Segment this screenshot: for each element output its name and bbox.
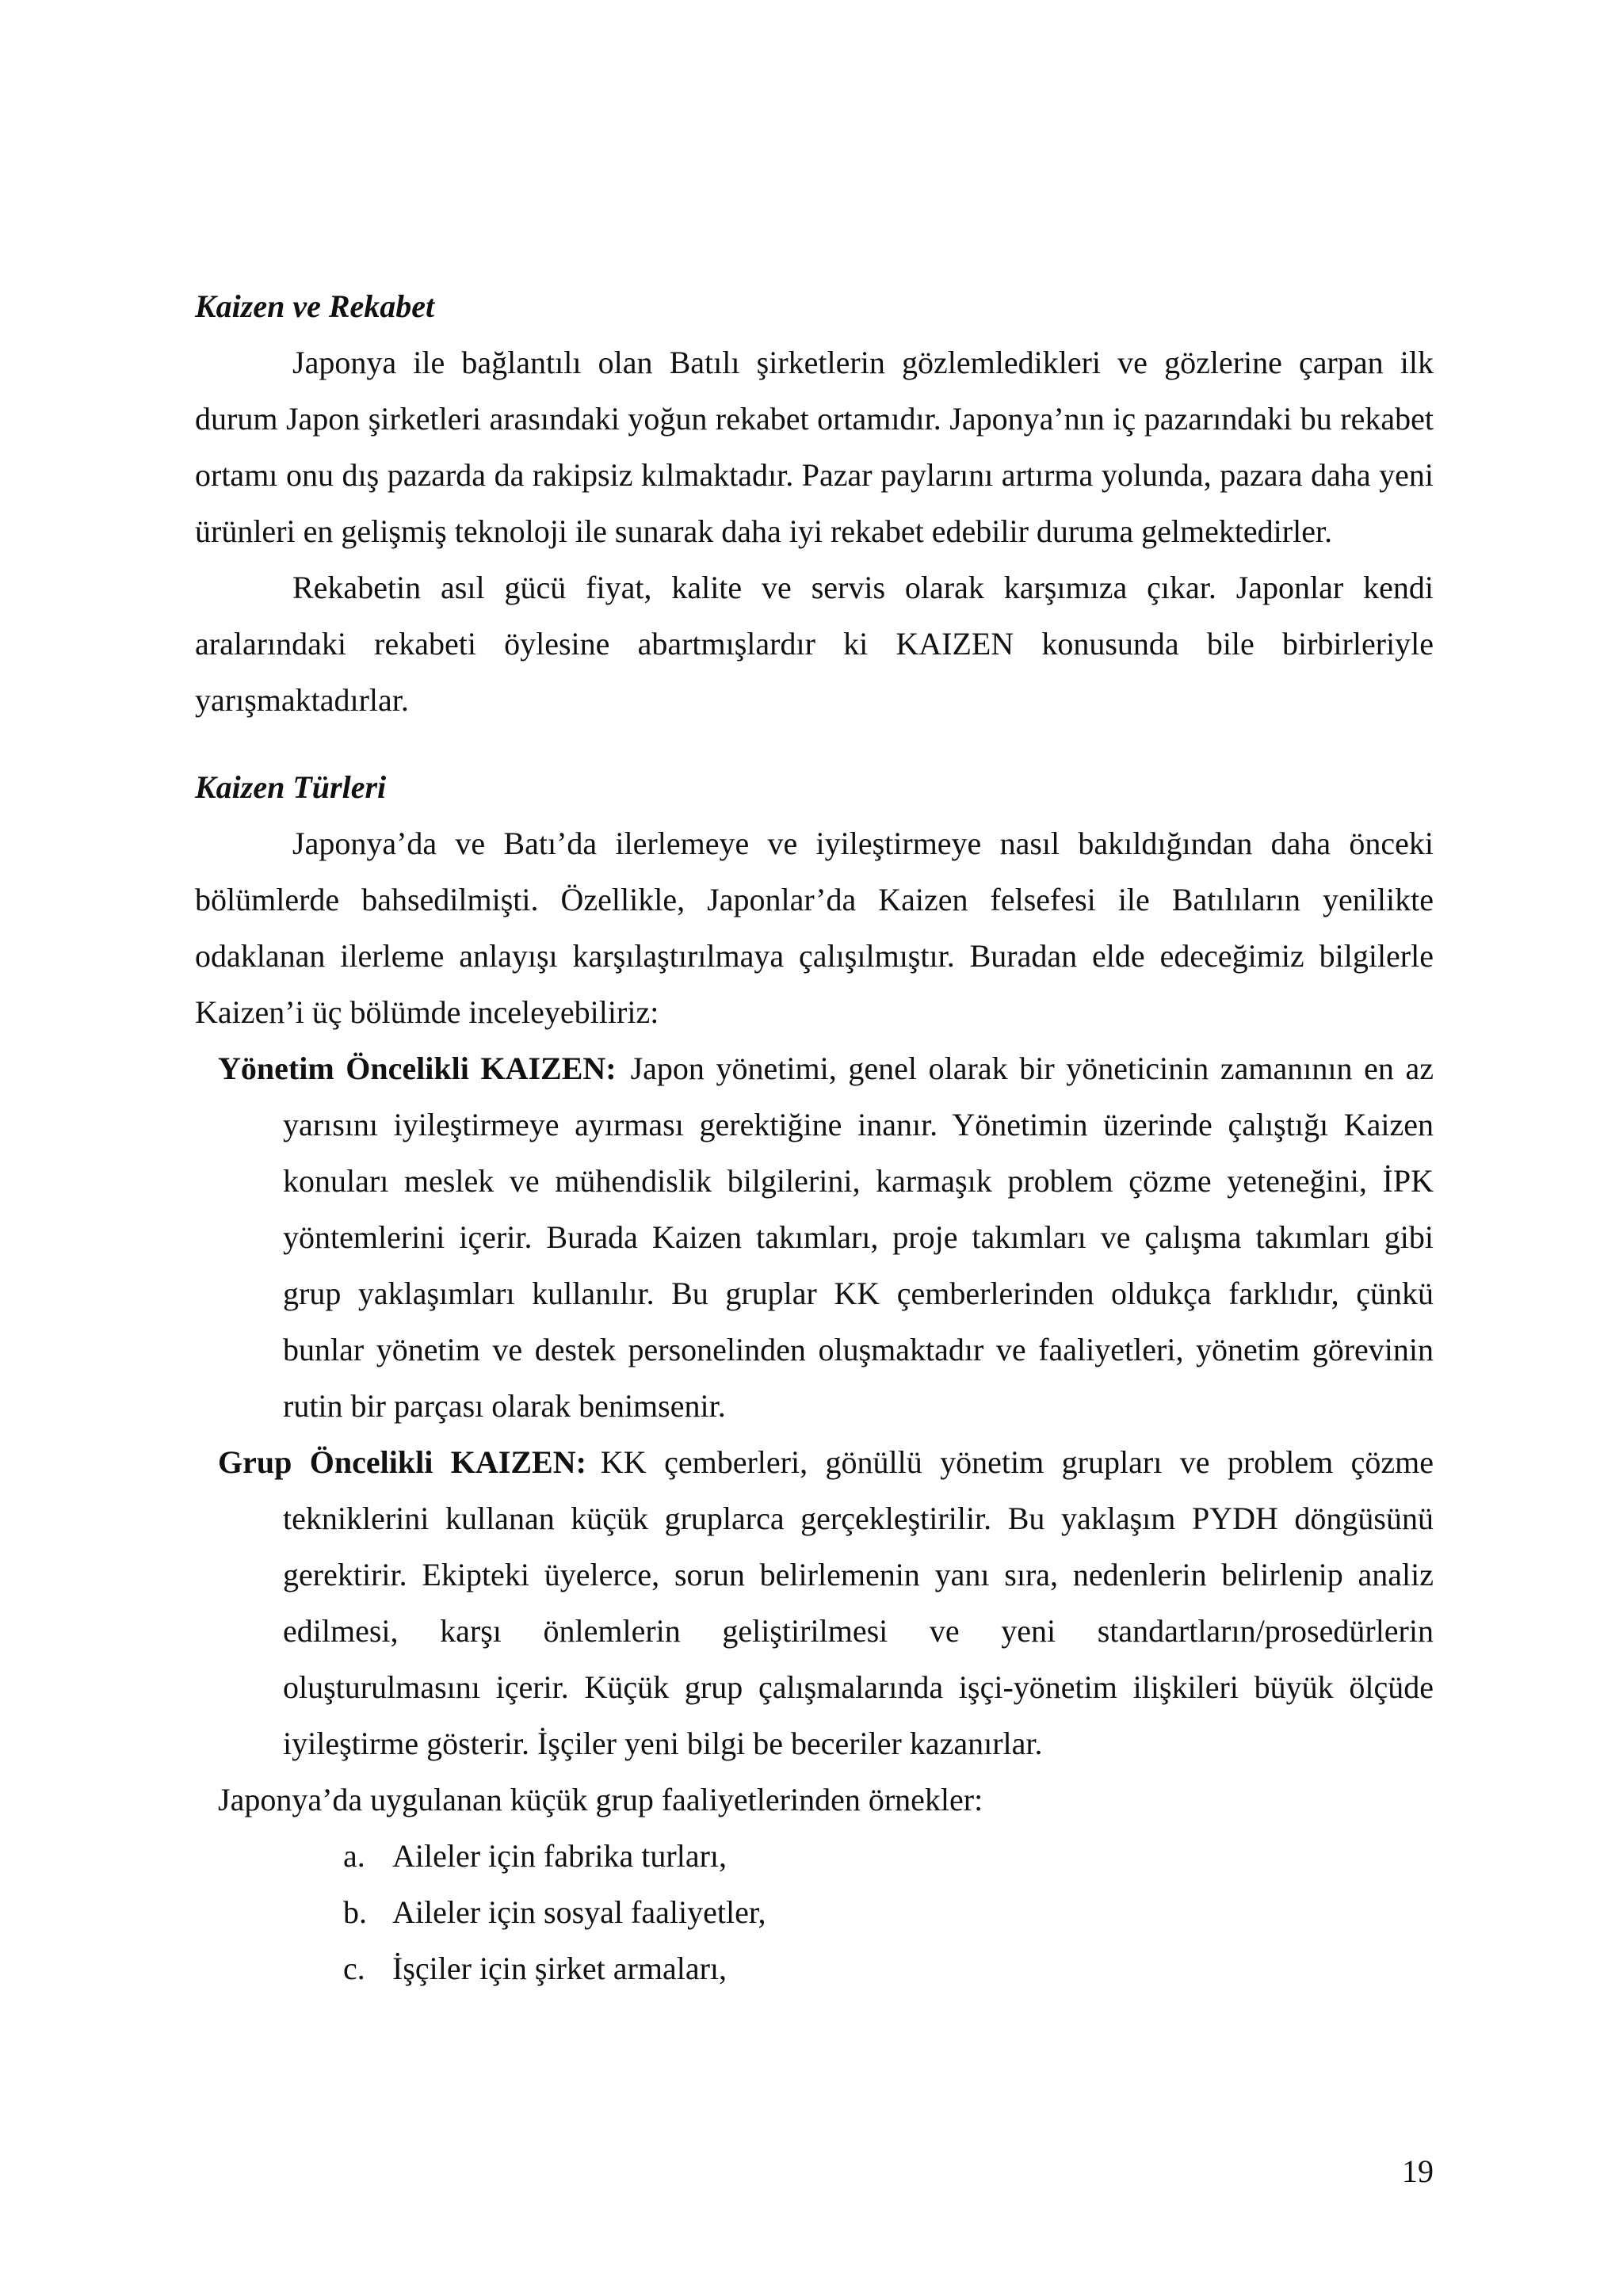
list-item-text: Aileler için fabrika turları, <box>392 1838 727 1874</box>
list-item <box>195 1828 1434 1884</box>
definition-yonetim-oncelikli <box>195 1040 1434 1434</box>
list-item <box>195 1884 1434 1940</box>
list-marker: c. <box>343 1951 365 1986</box>
list-item-text: Aileler için sosyal faaliyetler, <box>392 1894 766 1930</box>
paragraph: Rekabetin asıl gücü fiyat, kalite ve servis olarak karşımıza çıkar. Japonlar kendi aralarındaki rekabeti öylesine abartmışlardır ki KAIZEN konusunda bile birbirleriyle yarışmaktadırlar. <box>195 570 1434 718</box>
list-marker: b. <box>343 1894 367 1930</box>
definition-term: Grup Öncelikli KAIZEN: <box>218 1444 586 1480</box>
section-heading-kaizen-ve-rekabet: Kaizen ve Rekabet <box>195 288 435 324</box>
definition-term: Yönetim Öncelikli KAIZEN: <box>218 1051 617 1086</box>
definition-text: Japon yönetimi, genel olarak bir yöneticinin zamanının en az yarısını iyileştirmeye ayırması gerektiğine inanır. Yönetimin üzerinde çalıştığı Kaizen konuları meslek ve mühendislik bilgilerini, karmaşık problem çözme yeteneğini, İPK yöntemlerini içerir. Burada Kaizen takımları, proje takımları ve çalışma takımları gibi grup yaklaşımları kullanılır. Bu gruplar KK çemberlerinden oldukça farklıdır, çünkü bunlar yönetim ve destek personelinden oluşmaktadır ve faaliyetleri, yönetim görevinin rutin bir parçası olarak benimsenir. <box>283 1051 1434 1424</box>
section-heading-kaizen-turleri: Kaizen Türleri <box>195 769 387 805</box>
definition-text: KK çemberleri, gönüllü yönetim grupları ve problem çözme tekniklerini kullanan küçük gruplarca gerçekleştirilir. Bu yaklaşım PYDH döngüsünü gerektirir. Ekipteki üyelerce, sorun belirlemenin yanı sıra, nedenlerin belirlenip analiz edilmesi, karşı önlemlerin geliştirilmesi ve yeni standartların/prosedürlerin oluşturulmasını içerir. Küçük grup çalışmalarında işçi-yönetim ilişkileri büyük ölçüde iyileştirme gösterir. İşçiler yeni bilgi be beceriler kazanırlar. <box>283 1444 1434 1761</box>
page-number: 19 <box>1402 2153 1434 2189</box>
section-spacer <box>195 728 1434 759</box>
list-item-text: İşçiler için şirket armaları, <box>392 1951 727 1986</box>
paragraph: Japonya’da ve Batı’da ilerlemeye ve iyileştirmeye nasıl bakıldığından daha önceki bölümlerde bahsedilmişti. Özellikle, Japonlar’da Kaizen felsefesi ile Batılıların yenilikte odaklanan ilerleme anlayışı karşılaştırılmaya çalışılmıştır. Buradan elde edeceğimiz bilgilerle Kaizen’i üç bölümde inceleyebiliriz: <box>195 826 1434 1030</box>
page-body <box>195 278 1434 1997</box>
example-list <box>195 1828 1434 1997</box>
list-intro: Japonya’da uygulanan küçük grup faaliyetlerinden örnekler: <box>218 1782 983 1817</box>
list-marker: a. <box>343 1838 365 1874</box>
paragraph: Japonya ile bağlantılı olan Batılı şirketlerin gözlemledikleri ve gözlerine çarpan ilk durum Japon şirketleri arasındaki yoğun rekabet ortamıdır. Japonya’nın iç pazarındaki bu rekabet ortamı onu dış pazarda da rakipsiz kılmaktadır. Pazar paylarını artırma yolunda, pazara daha yeni ürünleri en gelişmiş teknoloji ile sunarak daha iyi rekabet edebilir duruma gelmektedirler. <box>195 345 1434 549</box>
list-item <box>195 1940 1434 1997</box>
definition-grup-oncelikli <box>195 1434 1434 1772</box>
